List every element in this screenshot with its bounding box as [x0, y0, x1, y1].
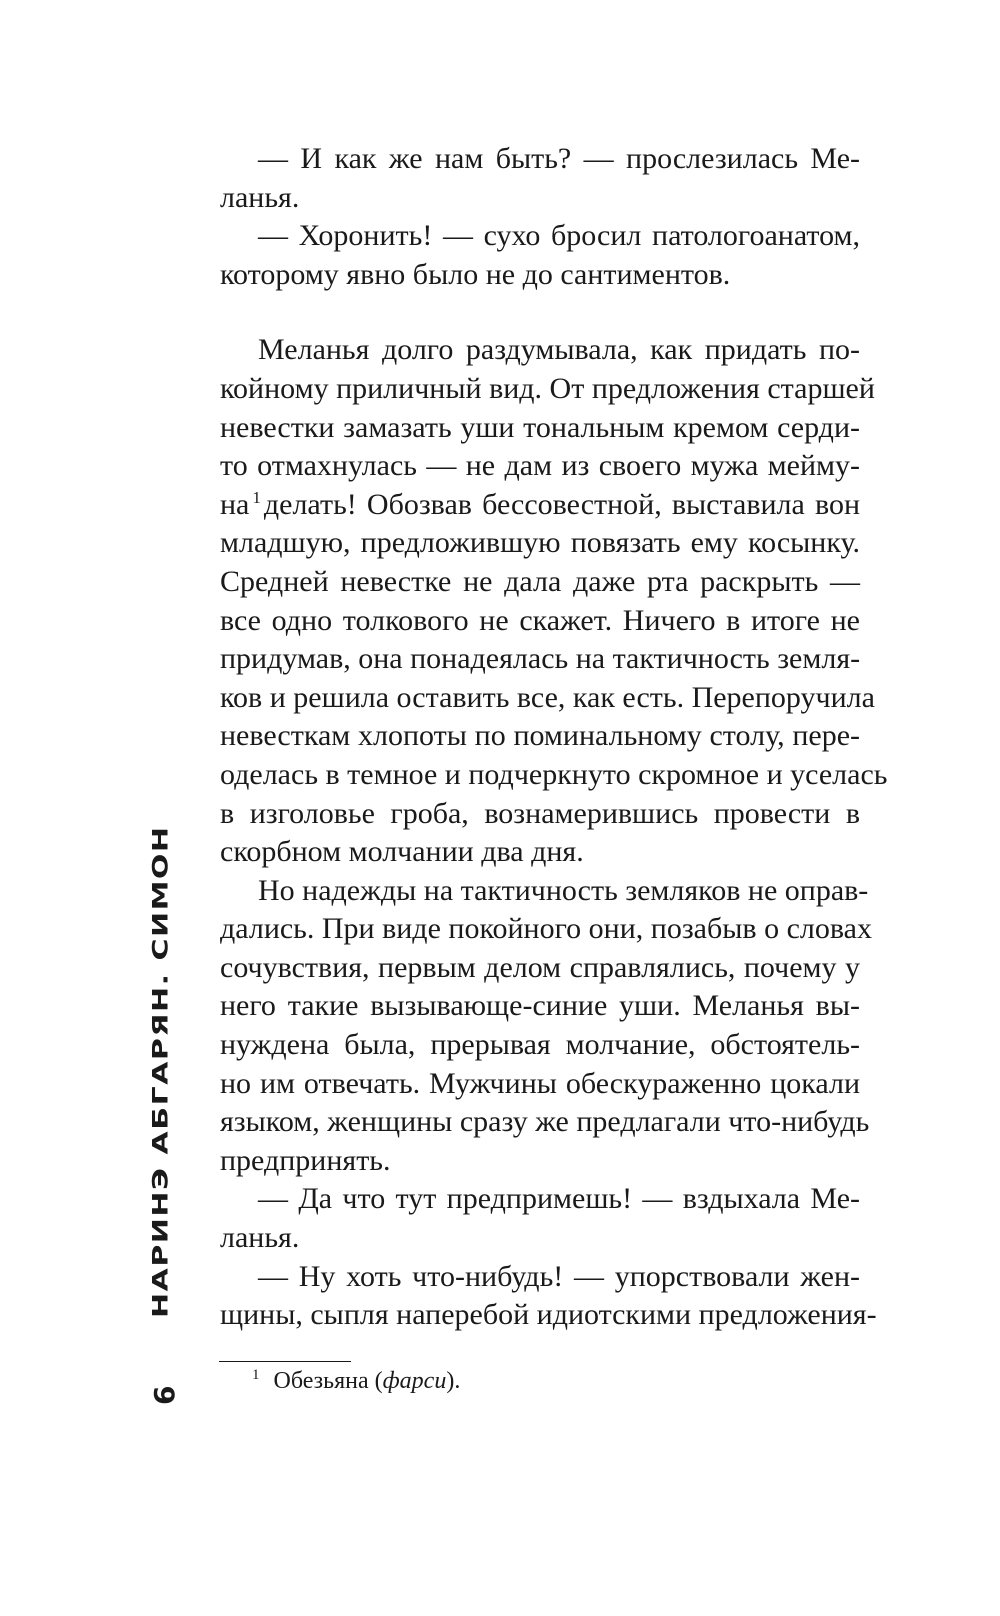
text-line: ланья. [220, 180, 300, 214]
line-start: на [220, 487, 250, 521]
text-line: щины, сыпля наперебой идиотскими предложения- [220, 1298, 877, 1332]
text-line: младшую, предложившую повязать ему косынку. [220, 526, 860, 560]
text-line: — Хоронить! — сухо бросил патологоанатом, [258, 219, 860, 253]
text-line: — Ну хоть что-нибудь! — упорствовали жен- [258, 1259, 860, 1293]
text-line: сочувствия, первым делом справлялись, почему у [220, 950, 860, 984]
text-line: койному приличный вид. От предложения старшей [220, 371, 875, 405]
text-line: Средней невестке не дала даже рта раскрыть — [220, 564, 860, 598]
text-line: — И как же нам быть? — прослезилась Ме- [258, 142, 860, 175]
text-line: Меланья долго раздумывала, как придать по- [258, 333, 860, 367]
text-line: него такие вызывающе-синие уши. Меланья вы- [220, 989, 860, 1023]
page-body [220, 140, 888, 1335]
footnote-reference: 1 [252, 487, 261, 507]
text-line: то отмахнулась — не дам из своего мужа мейму- [220, 449, 860, 483]
text-line: Но надежды на тактичность земляков не оправ- [258, 873, 869, 907]
text-line: ков и решила оставить все, как есть. Перепоручила [220, 680, 875, 714]
line-rest: делать! Обозвав бессовестной, выставила вон [263, 487, 860, 521]
text-line: предпринять. [220, 1143, 391, 1177]
text-line: ланья. [220, 1221, 300, 1255]
footnote-mark: 1 [252, 1367, 260, 1383]
text-line: — Да что тут предпримешь! — вздыхала Ме- [258, 1182, 860, 1216]
footnote [252, 1364, 460, 1398]
text-line: нуждена была, прерывая молчание, обстоятель- [220, 1028, 860, 1062]
page-number: 6 [148, 1385, 181, 1405]
section-break [220, 294, 860, 331]
text-line: языком, женщины сразу же предлагали что-нибудь [220, 1105, 870, 1139]
footnote-text-end: ). [446, 1368, 461, 1394]
footnote-text: Обезьяна ( [273, 1368, 383, 1394]
footnote-italic: фарси [382, 1368, 447, 1394]
text-line: в изголовье гроба, вознамерившись провести в [220, 796, 860, 830]
text-line: дались. При виде покойного они, позабыв о словах [220, 912, 872, 946]
text-line: невестки замазать уши тональным кремом серди- [220, 410, 860, 444]
text-line: придумав, она понадеялась на тактичность земля- [220, 642, 861, 676]
text-line [220, 486, 860, 525]
text-line: невесткам хлопоты по поминальному столу, пере- [220, 719, 860, 753]
text-line: которому явно было не до сантиментов. [220, 257, 731, 291]
text-line: все одно толкового не скажет. Ничего в итоге не [220, 603, 860, 637]
running-head: НАРИНЭ АБГАРЯН. СИМОН [148, 825, 174, 1318]
footnote-divider [219, 1361, 351, 1362]
text-line: оделась в темное и подчеркнуто скромное и уселась [220, 757, 888, 791]
text-line: скорбном молчании два дня. [220, 835, 584, 869]
text-line: но им отвечать. Мужчины обескураженно цокали [220, 1066, 860, 1100]
